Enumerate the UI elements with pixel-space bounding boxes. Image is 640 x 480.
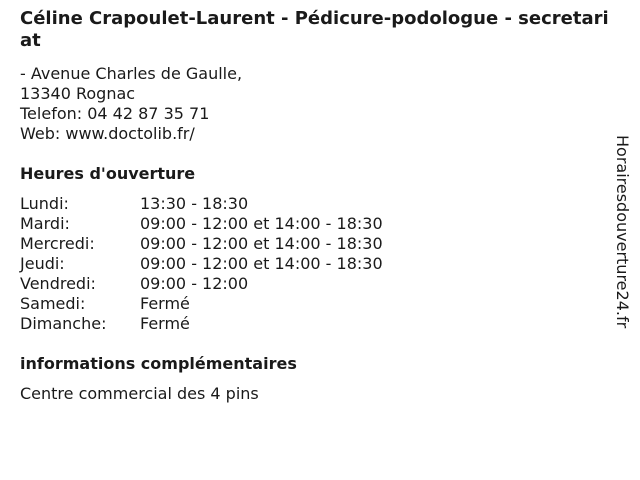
day-hours: Fermé xyxy=(140,314,190,333)
day-label: Dimanche: xyxy=(20,314,107,333)
hours-row-mercredi xyxy=(20,234,383,254)
website-link[interactable]: Web: www.doctolib.fr/ xyxy=(20,124,195,143)
watermark xyxy=(612,135,632,345)
day-label: Samedi: xyxy=(20,294,86,313)
hours-row-mardi xyxy=(20,214,383,234)
day-label: Vendredi: xyxy=(20,274,96,293)
day-hours: 09:00 - 12:00 et 14:00 - 18:30 xyxy=(140,214,383,233)
hours-row-jeudi xyxy=(20,254,383,274)
phone-number[interactable]: Telefon: 04 42 87 35 71 xyxy=(20,104,210,123)
day-label: Mardi: xyxy=(20,214,70,233)
day-label: Lundi: xyxy=(20,194,69,213)
watermark-text: Horairesdouverture24.fr xyxy=(613,135,632,329)
address-block xyxy=(20,64,242,144)
day-label: Mercredi: xyxy=(20,234,95,253)
page-title: Céline Crapoulet-Laurent - Pédicure-podologue - secretariat xyxy=(20,8,609,51)
address-city: 13340 Rognac xyxy=(20,84,136,103)
day-hours: 13:30 - 18:30 xyxy=(140,194,249,213)
hours-row-lundi xyxy=(20,194,383,214)
hours-heading: Heures d'ouverture xyxy=(20,164,196,183)
info-heading: informations complémentaires xyxy=(20,354,297,373)
hours-row-samedi xyxy=(20,294,383,314)
day-hours: 09:00 - 12:00 xyxy=(140,274,249,293)
hours-table xyxy=(20,194,383,334)
day-hours: 09:00 - 12:00 et 14:00 - 18:30 xyxy=(140,234,383,253)
info-text: Centre commercial des 4 pins xyxy=(20,384,259,403)
day-hours: Fermé xyxy=(140,294,190,313)
day-hours: 09:00 - 12:00 et 14:00 - 18:30 xyxy=(140,254,383,273)
hours-row-vendredi xyxy=(20,274,383,294)
address-street: - Avenue Charles de Gaulle, xyxy=(20,64,243,83)
day-label: Jeudi: xyxy=(20,254,65,273)
hours-row-dimanche xyxy=(20,314,383,334)
